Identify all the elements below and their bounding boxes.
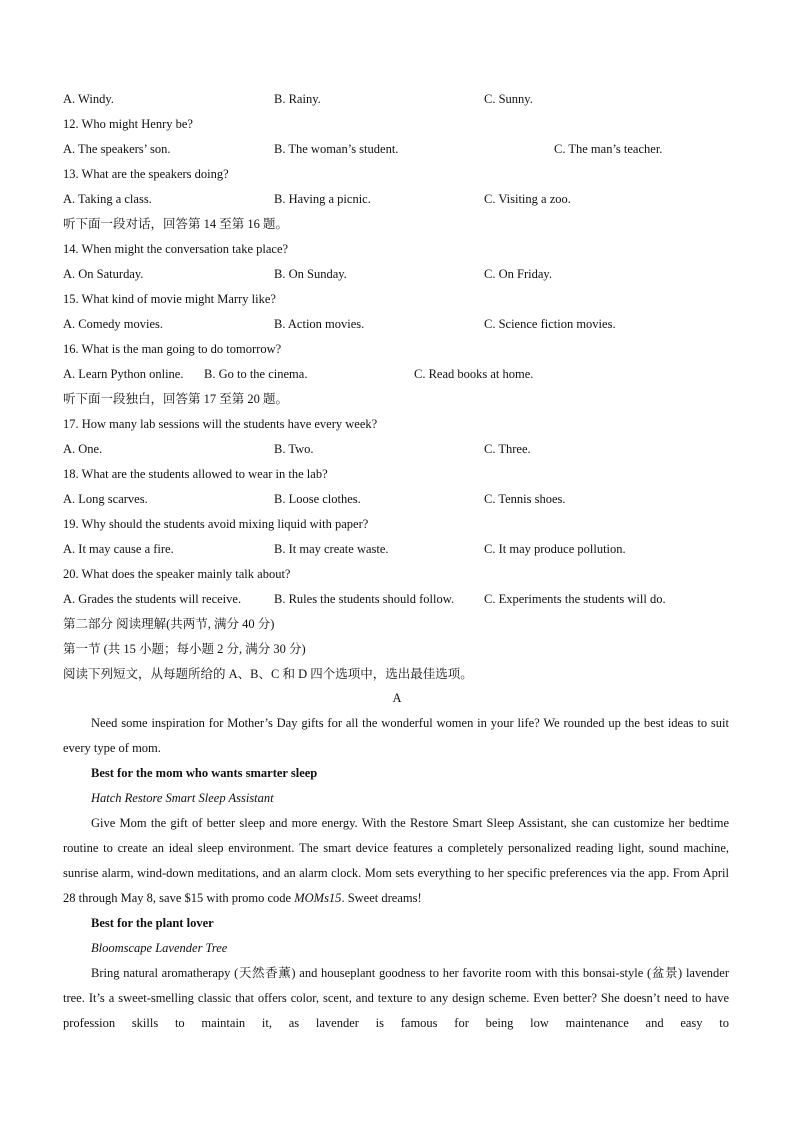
q15-options xyxy=(0,315,794,333)
section1-title-row xyxy=(0,640,794,658)
q17-stem-row xyxy=(0,415,794,433)
q18-option-b: B. Loose clothes. xyxy=(274,492,361,506)
section1-instruction-row xyxy=(0,665,794,683)
q18-stem: 18. What are the students allowed to wear in the lab? xyxy=(63,467,328,481)
gift1-body-before: Give Mom the gift of better sleep and more energy. With the Restore Smart Sleep Assistant, she can customize her bedtime routine to create an ideal sleep environment. The smart device features a completely personalized reading light, sound machine, sunrise alarm, wind-down meditations, and an alarm clock. Mom sets everything to her specific preferences via the app. From April 28 through May 8, save $15 with promo code xyxy=(63,816,729,905)
q17-option-a: A. One. xyxy=(63,442,103,456)
q19-option-a: A. It may cause a fire. xyxy=(63,542,174,556)
q15-option-c: C. Science fiction movies. xyxy=(484,317,616,331)
instruction-17-20-row xyxy=(0,390,794,408)
q14-stem-row xyxy=(0,240,794,258)
q12-option-c: C. The man’s teacher. xyxy=(554,142,663,156)
q11-option-c: C. Sunny. xyxy=(484,92,533,106)
q16-option-b: B. Go to the cinema. xyxy=(204,367,308,381)
q16-option-c: C. Read books at home. xyxy=(414,367,534,381)
instruction-14-16-row xyxy=(0,215,794,233)
q19-stem: 19. Why should the students avoid mixing liquid with paper? xyxy=(63,517,369,531)
q15-option-a: A. Comedy movies. xyxy=(63,317,163,331)
q11-options xyxy=(0,90,794,108)
q20-options xyxy=(0,590,794,608)
q16-stem: 16. What is the man going to do tomorrow? xyxy=(63,342,282,356)
q12-options xyxy=(0,140,794,158)
q18-stem-row xyxy=(0,465,794,483)
q16-options xyxy=(0,365,794,383)
q14-option-a: A. On Saturday. xyxy=(63,267,144,281)
q15-stem: 15. What kind of movie might Marry like? xyxy=(63,292,276,306)
q13-stem-row xyxy=(0,165,794,183)
q16-stem-row xyxy=(0,340,794,358)
q12-stem-row xyxy=(0,115,794,133)
q11-option-b: B. Rainy. xyxy=(274,92,321,106)
q16-option-a: A. Learn Python online. xyxy=(63,367,184,381)
q19-option-b: B. It may create waste. xyxy=(274,542,389,556)
q17-option-b: B. Two. xyxy=(274,442,314,456)
q12-option-a: A. The speakers’ son. xyxy=(63,142,171,156)
instruction-14-16: 听下面一段对话，回答第 14 至第 16 题。 xyxy=(63,217,289,231)
q17-stem: 17. How many lab sessions will the students have every week? xyxy=(63,417,378,431)
q18-option-c: C. Tennis shoes. xyxy=(484,492,566,506)
gift1-body xyxy=(63,811,729,911)
q19-option-c: C. It may produce pollution. xyxy=(484,542,626,556)
part2-title-row xyxy=(0,615,794,633)
q14-options xyxy=(0,265,794,283)
q13-stem: 13. What are the speakers doing? xyxy=(63,167,229,181)
q17-options xyxy=(0,440,794,458)
q13-option-a: A. Taking a class. xyxy=(63,192,152,206)
q20-stem: 20. What does the speaker mainly talk about? xyxy=(63,567,291,581)
q20-option-b: B. Rules the students should follow. xyxy=(274,592,455,606)
section1-instruction: 阅读下列短文，从每题所给的 A、B、C 和 D 四个选项中，选出最佳选项。 xyxy=(63,667,473,681)
q14-option-c: C. On Friday. xyxy=(484,267,552,281)
intro-paragraph: Need some inspiration for Mother’s Day gifts for all the wonderful women in your life? We rounded up the best ideas to suit every type of mom. xyxy=(63,716,729,755)
gift1-product: Hatch Restore Smart Sleep Assistant xyxy=(91,791,274,805)
q12-option-b: B. The woman’s student. xyxy=(274,142,399,156)
gift1-heading: Best for the mom who wants smarter sleep xyxy=(91,766,318,780)
passage-label: A xyxy=(392,691,402,705)
q13-options xyxy=(0,190,794,208)
gift1-promo-code: MOMs15 xyxy=(294,891,342,905)
gift2-body: Bring natural aromatherapy (天然香薰) and houseplant goodness to her favorite room with this bonsai-style (盆景) lavender tree. It’s a sweet-smelling classic that offers color, scent, and texture to any design scheme. Even better? She doesn’t need to have profession skills to maintain it, as lavender is famous for being low maintenance and easy to xyxy=(63,966,729,1030)
q14-stem: 14. When might the conversation take place? xyxy=(63,242,289,256)
gift2-heading: Best for the plant lover xyxy=(91,916,214,930)
part2-title: 第二部分 阅读理解(共两节, 满分 40 分) xyxy=(63,617,275,631)
q11-option-a: A. Windy. xyxy=(63,92,114,106)
q18-option-a: A. Long scarves. xyxy=(63,492,148,506)
section1-title: 第一节 (共 15 小题；每小题 2 分, 满分 30 分) xyxy=(63,642,306,656)
q15-stem-row xyxy=(0,290,794,308)
instruction-17-20: 听下面一段独白，回答第 17 至第 20 题。 xyxy=(63,392,289,406)
q20-option-a: A. Grades the students will receive. xyxy=(63,592,242,606)
q12-stem: 12. Who might Henry be? xyxy=(63,117,193,131)
q19-options xyxy=(0,540,794,558)
q15-option-b: B. Action movies. xyxy=(274,317,365,331)
q18-options xyxy=(0,490,794,508)
q14-option-b: B. On Sunday. xyxy=(274,267,347,281)
q20-stem-row xyxy=(0,565,794,583)
gift2-product: Bloomscape Lavender Tree xyxy=(91,941,228,955)
gift1-body-after: . Sweet dreams! xyxy=(341,891,422,905)
q19-stem-row xyxy=(0,515,794,533)
q20-option-c: C. Experiments the students will do. xyxy=(484,592,666,606)
q13-option-b: B. Having a picnic. xyxy=(274,192,371,206)
q17-option-c: C. Three. xyxy=(484,442,531,456)
q13-option-c: C. Visiting a zoo. xyxy=(484,192,571,206)
